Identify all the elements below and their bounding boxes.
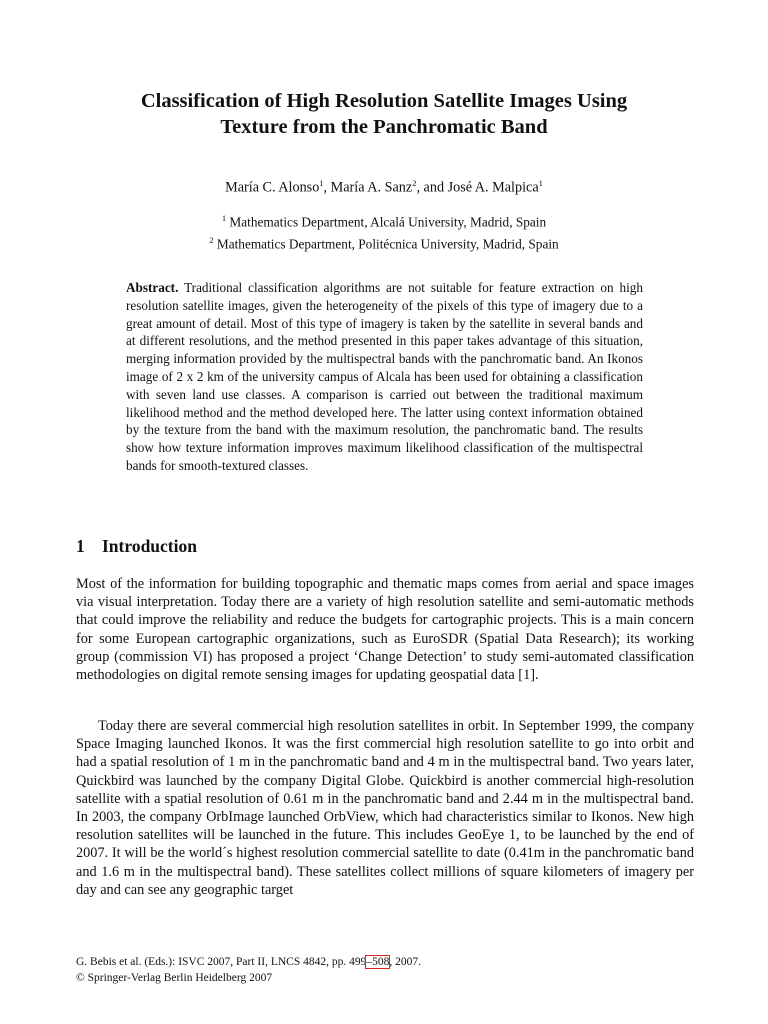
- section-heading: [76, 535, 197, 557]
- citation-text: G. Bebis et al. (Eds.): ISVC 2007, Part II, LNCS 4842, pp. 499: [76, 956, 367, 968]
- body-paragraph: Today there are several commercial high resolution satellites in orbit. In September 1999, the company Space Imaging launched Ikonos. It was the first commercial high resolution satellite to go into orbit and had a spatial resolution of 1 m in the panchromatic band and 4 m in the multispectral band. Two years later, Quickbird was launched by the company Digital Globe. Quickbird is another commercial high-resolution satellite with a spatial resolution of 0.61 m in the panchromatic band and 2.44 m in the multispectral band. In 2003, the company OrbImage launched OrbView, which had characteristics similar to Ikonos. New high resolution satellites will be launched in the future. This includes GeoEye 1, to be launched by the end of 2007. It will be the world´s highest resolution commercial satellite to date (0.41m in the panchromatic band and 1.6 m in the multispectral band). These satellites collect millions of square kilometers of imagery per day and can see any geographic target: [76, 718, 694, 898]
- body-paragraph: Most of the information for building topographic and thematic maps comes from aerial and space images via visual interpretation. Today there are a variety of high resolution satellite and semi-automatic methods that could improve the reliability and reduce the budgets for cartographic projects. This is a main concern for some European cartographic organizations, such as EuroSDR (Spatial Data Research); its working group (commission VI) has proposed a project ‘Change Detection’ to study semi-automated classification methodologies on digital remote sensing images for updating geospatial data [1].: [76, 576, 694, 684]
- title-line-1: Classification of High Resolution Satellite Images Using: [140, 90, 628, 112]
- citation-year: , 2007.: [389, 956, 421, 968]
- author-list: [60, 174, 708, 197]
- section-number: 1: [76, 536, 85, 556]
- affiliation-mark: 1: [221, 213, 227, 223]
- abstract-label: Abstract.: [126, 280, 179, 295]
- affiliation-line: [60, 231, 708, 253]
- paper-title: [60, 88, 708, 140]
- section-title: Introduction: [102, 536, 197, 556]
- page-footer: [76, 955, 694, 986]
- page-range-link[interactable]: –508: [366, 956, 390, 968]
- affiliation-line: [60, 209, 708, 231]
- citation-line: [76, 955, 694, 971]
- author-affiliation-mark: 1: [319, 178, 324, 188]
- author-name: María A. Sanz: [330, 179, 413, 196]
- author-affiliation-mark: 2: [412, 178, 417, 188]
- abstract-text: Traditional classification algorithms are not suitable for feature extraction on high resolution satellite images, given the heterogeneity of the pixels of this type of imagery due to a great amount of detail. Most of this type of imagery is taken by the satellite in several bands and at different resolutions, and the method presented in this paper takes advantage of this situation, merging information provided by the multispectral bands with the panchromatic band. An Ikonos image of 2 x 2 km of the university campus of Alcala has been used for obtaining a classification with seven land use classes. A comparison is carried out between the traditional maximum likelihood method and the method developed here. The latter using context information obtained by the texture from the band with the maximum resolution, the panchromatic band. The results show how texture information improves maximum likelihood classification of the multispectral bands for smooth-textured classes.: [126, 280, 643, 473]
- affiliation-mark: 2: [209, 235, 214, 246]
- affiliation-text: Mathematics Department, Alcalá University, Madrid, Spain: [226, 214, 547, 230]
- copyright-line: © Springer-Verlag Berlin Heidelberg 2007: [76, 971, 273, 984]
- author-separator: ,: [323, 179, 331, 196]
- author-affiliation-mark: 1: [538, 178, 543, 188]
- author-name: José A. Malpica: [447, 179, 539, 196]
- author-name: María C. Alonso: [225, 179, 320, 196]
- affiliations: [60, 209, 708, 254]
- abstract: [126, 279, 643, 475]
- affiliation-text: Mathematics Department, Politécnica University, Madrid, Spain: [213, 236, 559, 252]
- title-line-2: Texture from the Panchromatic Band: [220, 116, 548, 138]
- author-separator: , and: [416, 179, 448, 196]
